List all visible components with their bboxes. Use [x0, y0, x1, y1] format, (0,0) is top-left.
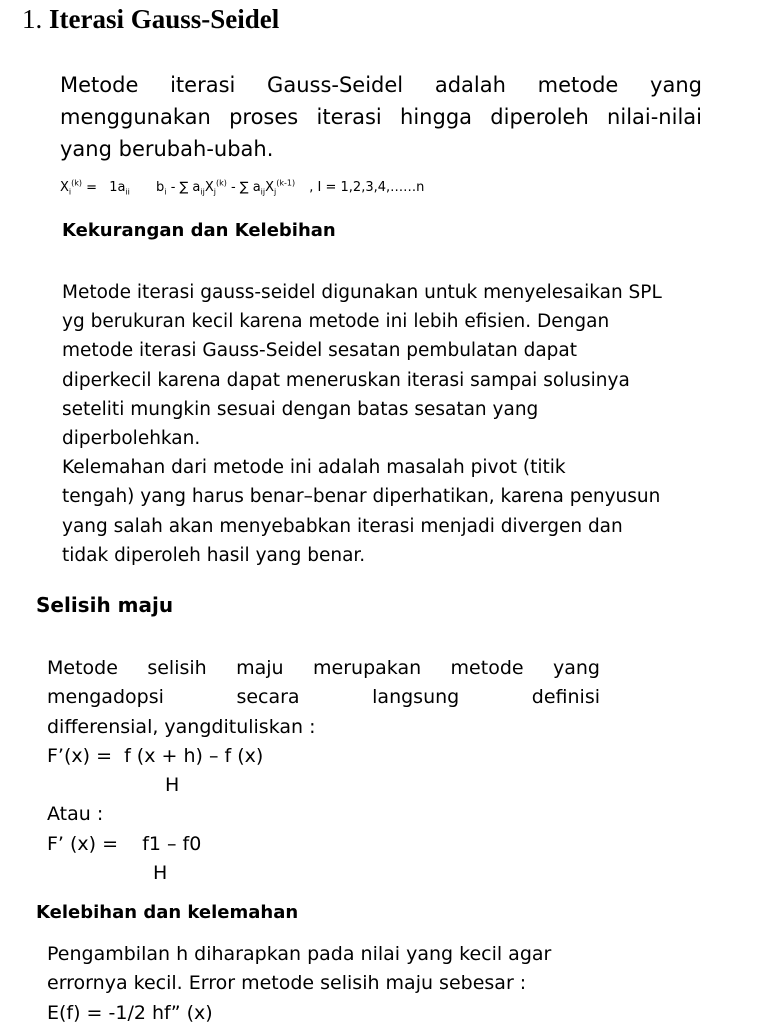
paragraph-line: yang salah akan menyebabkan iterasi menjadi divergen dan — [62, 515, 623, 537]
formula-rhs: $b_i$ - ∑ $a_{ij}X_j^{(k)}$ - ∑ $a_{ij}X_j^{(k-1)}$ — [156, 179, 296, 197]
paragraph-line: mengadopsi secara langsung definisi — [47, 686, 600, 709]
title-number: 1. — [22, 4, 43, 34]
paragraph-kelebihan — [47, 940, 551, 1028]
paragraph-line: tidak diperoleh hasil yang benar. — [62, 544, 366, 566]
paragraph-line: Metode selisih maju merupakan metode yang — [47, 657, 600, 679]
paragraph-kekurangan — [62, 278, 662, 570]
paragraph-line: diperkecil karena dapat meneruskan iterasi sampai solusinya — [62, 369, 630, 391]
intro-line: menggunakan proses iterasi hingga diperoleh nilai-nilai — [60, 105, 702, 129]
section-heading-kelebihan: Kelebihan dan kelemahan — [36, 902, 299, 923]
title-text: Iterasi Gauss-Seidel — [49, 4, 280, 34]
paragraph-selisih-maju — [47, 654, 600, 888]
formula-denominator: H — [153, 862, 168, 885]
section-heading-selisih-maju: Selisih maju — [36, 593, 174, 617]
paragraph-line: metode iterasi Gauss-Seidel sesatan pembulatan dapat — [62, 340, 578, 362]
formula-forward-difference-alt: F’ (x) = f1 – f0 — [47, 832, 202, 855]
paragraph-line: Pengambilan h diharapkan pada nilai yang kecil agar — [47, 943, 552, 965]
paragraph-line: Atau : — [47, 803, 104, 826]
paragraph-line: errornya kecil. Error metode selisih maju sebesar : — [47, 972, 527, 995]
formula-forward-difference: F’(x) = f (x + h) – f (x) — [47, 744, 264, 767]
paragraph-line: yg berukuran kecil karena metode ini lebih efisien. Dengan — [62, 311, 610, 333]
page-title — [22, 4, 279, 35]
formula-index-range: , I = 1,2,3,4,……n — [309, 180, 425, 196]
formula-error: E(f) = -1/2 hf” (x) — [47, 1001, 213, 1024]
paragraph-line: Metode iterasi gauss-seidel digunakan untuk menyelesaikan SPL — [62, 282, 662, 303]
intro-line: yang berubah-ubah. — [60, 137, 274, 161]
paragraph-line: seteliti mungkin sesuai dengan batas sesatan yang — [62, 398, 539, 420]
formula-equals: = — [86, 180, 98, 196]
section-heading-kekurangan: Kekurangan dan Kelebihan — [62, 220, 336, 241]
formula-one-over-aii: $1a_{ii}$ — [109, 180, 130, 197]
paragraph-line: differensial, yangdituliskan : — [47, 715, 316, 738]
intro-line: Metode iterasi Gauss-Seidel adalah metode yang — [60, 73, 702, 97]
paragraph-line: Kelemahan dari metode ini adalah masalah pivot (titik — [62, 457, 566, 479]
intro-paragraph — [60, 69, 702, 165]
formula-x: $X_i^{(k)}$ — [60, 179, 83, 197]
paragraph-line: diperbolehkan. — [62, 428, 201, 450]
gauss-seidel-formula — [60, 172, 424, 205]
paragraph-line: tengah) yang harus benar–benar diperhatikan, karena penyusun — [62, 486, 661, 508]
formula-denominator: H — [165, 774, 180, 797]
